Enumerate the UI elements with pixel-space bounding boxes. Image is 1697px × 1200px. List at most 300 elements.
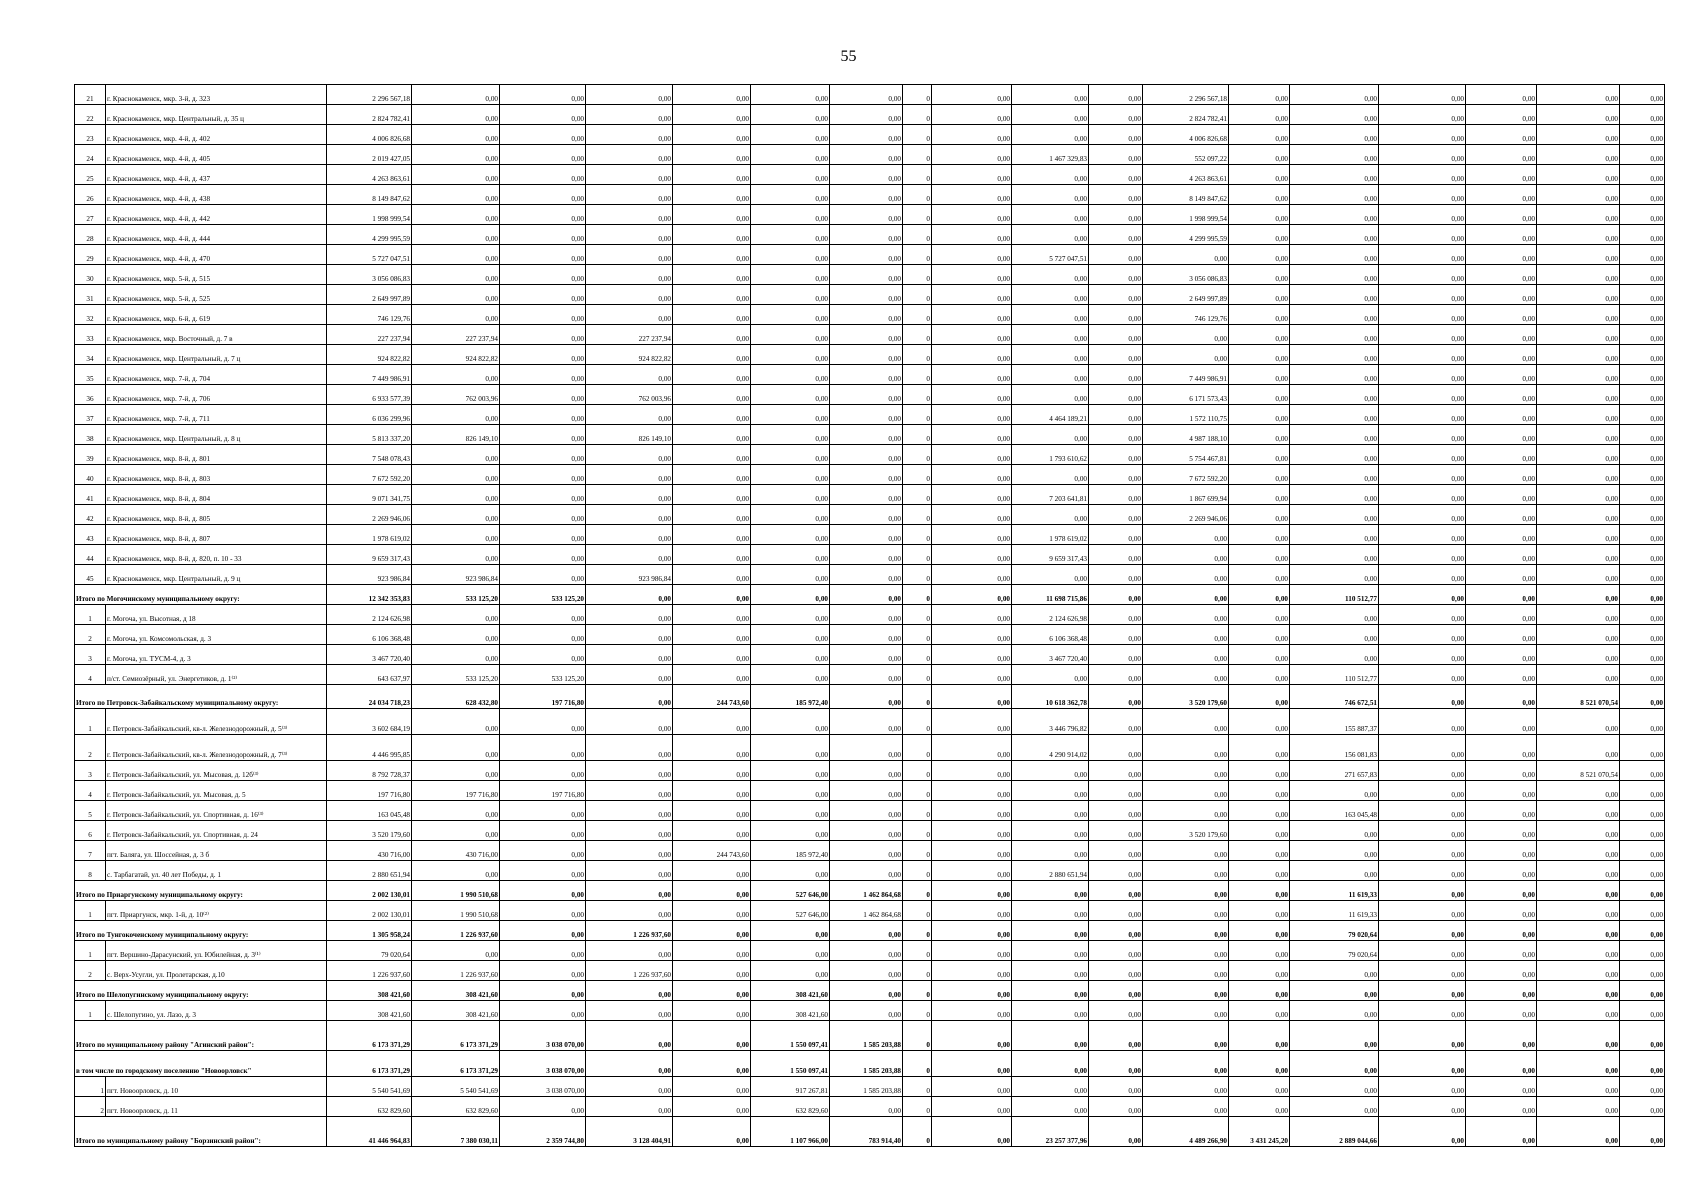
value-cell: 0,00 [932, 425, 1012, 445]
value-cell: 0,00 [1229, 545, 1290, 565]
table-row [75, 165, 1665, 185]
value-cell: 0,00 [1229, 861, 1290, 881]
value-cell: 0,00 [1012, 901, 1089, 921]
value-cell: 0,00 [586, 265, 673, 285]
value-cell: 1 867 699,94 [1143, 485, 1229, 505]
value-cell: 0,00 [1537, 921, 1620, 941]
row-number: 5 [75, 801, 106, 821]
value-cell: 917 267,81 [751, 1077, 830, 1097]
row-number: 25 [75, 165, 106, 185]
value-cell: 0,00 [500, 941, 586, 961]
value-cell: 0,00 [1537, 941, 1620, 961]
value-cell: 0,00 [1537, 585, 1620, 605]
value-cell: 6 106 368,48 [1012, 625, 1089, 645]
value-cell: 0,00 [1012, 881, 1089, 901]
value-cell: 1 990 510,68 [412, 901, 500, 921]
value-cell: 0,00 [751, 85, 830, 105]
value-cell: 8 149 847,62 [327, 185, 412, 205]
value-cell: 24 034 718,23 [327, 685, 412, 709]
value-cell: 0 [903, 165, 932, 185]
page-number: 55 [840, 48, 857, 65]
value-cell: 0,00 [830, 145, 903, 165]
value-cell: 0,00 [1620, 85, 1665, 105]
value-cell: 0,00 [1089, 645, 1143, 665]
address-cell: г. Краснокаменск, мкр. 4-й, д. 438 [106, 185, 327, 205]
value-cell: 0,00 [500, 105, 586, 125]
value-cell: 0,00 [1466, 1077, 1537, 1097]
address-cell: с. Верх-Усугли, ул. Пролетарская, д.10 [106, 961, 327, 981]
value-cell: 0,00 [1379, 781, 1466, 801]
table-row [75, 801, 1665, 821]
value-cell: 0,00 [1466, 665, 1537, 685]
value-cell: 0,00 [1290, 405, 1379, 425]
value-cell: 0,00 [932, 385, 1012, 405]
value-cell: 0,00 [1089, 305, 1143, 325]
value-cell: 1 793 610,62 [1012, 445, 1089, 465]
value-cell: 0,00 [1537, 1001, 1620, 1021]
value-cell: 0,00 [830, 709, 903, 735]
value-cell: 0,00 [1379, 605, 1466, 625]
value-cell: 0,00 [1466, 105, 1537, 125]
value-cell: 923 986,84 [327, 565, 412, 585]
value-cell: 0,00 [1466, 385, 1537, 405]
value-cell: 0,00 [1537, 265, 1620, 285]
table-row [75, 861, 1665, 881]
value-cell: 0,00 [932, 625, 1012, 645]
value-cell: 4 987 188,10 [1143, 425, 1229, 445]
value-cell: 0,00 [412, 801, 500, 821]
value-cell: 0,00 [1089, 225, 1143, 245]
value-cell: 0 [903, 861, 932, 881]
value-cell: 0,00 [673, 165, 751, 185]
value-cell: 0,00 [673, 205, 751, 225]
row-number: 7 [75, 841, 106, 861]
value-cell: 0,00 [673, 585, 751, 605]
value-cell: 0,00 [1012, 801, 1089, 821]
value-cell: 0,00 [1089, 901, 1143, 921]
value-cell: 632 829,60 [751, 1097, 830, 1117]
value-cell: 163 045,48 [327, 801, 412, 821]
address-cell: г. Краснокаменск, мкр. 3-й, д. 323 [106, 85, 327, 105]
value-cell: 0,00 [1379, 961, 1466, 981]
value-cell: 0,00 [751, 801, 830, 821]
value-cell: 7 203 641,81 [1012, 485, 1089, 505]
table-row [75, 425, 1665, 445]
value-cell: 0 [903, 761, 932, 781]
value-cell: 924 822,82 [412, 345, 500, 365]
value-cell: 0,00 [673, 645, 751, 665]
total-label: Итого по муниципальному району "Борзинский район": [75, 1117, 327, 1147]
value-cell: 0,00 [1620, 225, 1665, 245]
value-cell: 0,00 [1379, 625, 1466, 645]
value-cell: 533 125,20 [412, 585, 500, 605]
value-cell: 0,00 [1379, 205, 1466, 225]
value-cell: 0,00 [1620, 585, 1665, 605]
value-cell: 0 [903, 205, 932, 225]
value-cell: 0,00 [586, 145, 673, 165]
address-cell: г. Краснокаменск, мкр. 8-й, д. 804 [106, 485, 327, 505]
value-cell: 0,00 [830, 485, 903, 505]
value-cell: 271 657,83 [1290, 761, 1379, 781]
value-cell: 0,00 [1379, 85, 1466, 105]
value-cell: 0,00 [932, 365, 1012, 385]
value-cell: 0,00 [1379, 105, 1466, 125]
address-cell: г. Петровск-Забайкальский, ул. Спортивная, д. 24 [106, 821, 327, 841]
value-cell: 0,00 [830, 961, 903, 981]
value-cell: 3 520 179,60 [1143, 821, 1229, 841]
value-cell: 0,00 [1379, 901, 1466, 921]
value-cell: 0,00 [586, 525, 673, 545]
value-cell: 0,00 [932, 205, 1012, 225]
value-cell: 9 659 317,43 [1012, 545, 1089, 565]
value-cell: 0,00 [1379, 465, 1466, 485]
value-cell: 0 [903, 841, 932, 861]
value-cell: 0,00 [830, 505, 903, 525]
value-cell: 0,00 [586, 821, 673, 841]
value-cell: 0,00 [1229, 445, 1290, 465]
value-cell: 0,00 [412, 105, 500, 125]
value-cell: 0,00 [1537, 565, 1620, 585]
value-cell: 0,00 [1620, 961, 1665, 981]
value-cell: 2 824 782,41 [327, 105, 412, 125]
row-number: 3 [75, 645, 106, 665]
value-cell: 0,00 [1143, 1097, 1229, 1117]
value-cell: 0,00 [673, 265, 751, 285]
value-cell: 0,00 [1379, 921, 1466, 941]
table-row [75, 185, 1665, 205]
value-cell: 0,00 [673, 1001, 751, 1021]
value-cell: 0,00 [1620, 265, 1665, 285]
value-cell: 527 646,00 [751, 901, 830, 921]
value-cell: 0,00 [932, 735, 1012, 761]
value-cell: 0,00 [1089, 625, 1143, 645]
value-cell: 0,00 [1466, 405, 1537, 425]
value-cell: 2 296 567,18 [327, 85, 412, 105]
value-cell: 0,00 [830, 921, 903, 941]
value-cell: 0 [903, 465, 932, 485]
value-cell: 163 045,48 [1290, 801, 1379, 821]
value-cell: 0,00 [1290, 981, 1379, 1001]
value-cell: 7 380 030,11 [412, 1117, 500, 1147]
value-cell: 0,00 [1229, 665, 1290, 685]
row-number: 1 [75, 605, 106, 625]
value-cell: 0 [903, 645, 932, 665]
value-cell: 79 020,64 [327, 941, 412, 961]
value-cell: 8 521 070,54 [1537, 761, 1620, 781]
value-cell: 0,00 [1466, 645, 1537, 665]
value-cell: 0,00 [1290, 1051, 1379, 1077]
value-cell: 0,00 [500, 625, 586, 645]
value-cell: 0,00 [586, 105, 673, 125]
value-cell: 0,00 [932, 565, 1012, 585]
value-cell: 0,00 [751, 941, 830, 961]
address-cell: г. Краснокаменск, мкр. Восточный, д. 7 в [106, 325, 327, 345]
table-row [75, 225, 1665, 245]
value-cell: 0,00 [1379, 525, 1466, 545]
row-number: 6 [75, 821, 106, 841]
value-cell: 0,00 [1012, 1097, 1089, 1117]
value-cell: 6 933 577,39 [327, 385, 412, 405]
value-cell: 0,00 [412, 485, 500, 505]
value-cell: 0,00 [1229, 205, 1290, 225]
value-cell: 0,00 [932, 821, 1012, 841]
row-number: 8 [75, 861, 106, 881]
value-cell: 0,00 [1537, 185, 1620, 205]
value-cell: 0,00 [673, 665, 751, 685]
value-cell: 0,00 [1143, 981, 1229, 1001]
value-cell: 0 [903, 921, 932, 941]
value-cell: 0,00 [1290, 445, 1379, 465]
value-cell: 7 672 592,20 [327, 465, 412, 485]
value-cell: 0,00 [1466, 325, 1537, 345]
value-cell: 0,00 [1537, 285, 1620, 305]
value-cell: 0,00 [1089, 801, 1143, 821]
value-cell: 0,00 [1466, 961, 1537, 981]
value-cell: 0 [903, 585, 932, 605]
address-cell: с. Шелопугино, ул. Лазо, д. 3 [106, 1001, 327, 1021]
value-cell: 0,00 [586, 901, 673, 921]
value-cell: 0,00 [1143, 735, 1229, 761]
value-cell: 197 716,80 [500, 781, 586, 801]
value-cell: 746 129,76 [1143, 305, 1229, 325]
value-cell: 0,00 [1143, 625, 1229, 645]
value-cell: 0,00 [1379, 1117, 1466, 1147]
value-cell: 0,00 [1466, 85, 1537, 105]
table-row [75, 961, 1665, 981]
value-cell: 0,00 [586, 685, 673, 709]
value-cell: 0,00 [1089, 605, 1143, 625]
value-cell: 1 305 958,24 [327, 921, 412, 941]
value-cell: 2 649 997,89 [327, 285, 412, 305]
value-cell: 0,00 [751, 565, 830, 585]
value-cell: 0,00 [586, 365, 673, 385]
value-cell: 185 972,40 [751, 841, 830, 861]
value-cell: 0,00 [1537, 1097, 1620, 1117]
value-cell: 0,00 [751, 245, 830, 265]
value-cell: 0,00 [1143, 1077, 1229, 1097]
value-cell: 0,00 [1466, 125, 1537, 145]
value-cell: 0,00 [673, 1117, 751, 1147]
value-cell: 0,00 [1229, 425, 1290, 445]
value-cell: 308 421,60 [412, 1001, 500, 1021]
value-cell: 185 972,40 [751, 685, 830, 709]
value-cell: 0,00 [1537, 165, 1620, 185]
value-cell: 0,00 [1290, 365, 1379, 385]
value-cell: 9 659 317,43 [327, 545, 412, 565]
value-cell: 0,00 [673, 821, 751, 841]
value-cell: 0,00 [673, 761, 751, 781]
value-cell: 0,00 [1229, 465, 1290, 485]
value-cell: 0,00 [586, 1021, 673, 1051]
value-cell: 0,00 [1379, 761, 1466, 781]
value-cell: 0,00 [830, 645, 903, 665]
value-cell: 0,00 [1089, 781, 1143, 801]
value-cell: 0,00 [1466, 941, 1537, 961]
value-cell: 0,00 [1143, 901, 1229, 921]
value-cell: 0,00 [751, 625, 830, 645]
value-cell: 0,00 [1229, 85, 1290, 105]
value-cell: 3 038 070,00 [500, 1077, 586, 1097]
value-cell: 1 226 937,60 [412, 961, 500, 981]
value-cell: 110 512,77 [1290, 585, 1379, 605]
value-cell: 0,00 [1290, 125, 1379, 145]
value-cell: 0,00 [1229, 365, 1290, 385]
value-cell: 0,00 [1620, 385, 1665, 405]
value-cell: 0,00 [1537, 881, 1620, 901]
address-cell: г. Краснокаменск, мкр. 4-й, д. 470 [106, 245, 327, 265]
row-number: 35 [75, 365, 106, 385]
value-cell: 6 036 299,96 [327, 405, 412, 425]
value-cell: 0,00 [1012, 1021, 1089, 1051]
value-cell: 0,00 [932, 105, 1012, 125]
value-cell: 0,00 [932, 921, 1012, 941]
value-cell: 0,00 [1229, 1051, 1290, 1077]
table-row [75, 505, 1665, 525]
value-cell: 1 226 937,60 [586, 961, 673, 981]
value-cell: 0,00 [1290, 1021, 1379, 1051]
value-cell: 923 986,84 [586, 565, 673, 585]
value-cell: 0,00 [1089, 405, 1143, 425]
value-cell: 0,00 [1290, 821, 1379, 841]
value-cell: 0,00 [1229, 735, 1290, 761]
value-cell: 0,00 [1466, 1021, 1537, 1051]
value-cell: 632 829,60 [412, 1097, 500, 1117]
value-cell: 0,00 [673, 385, 751, 405]
value-cell: 0,00 [1012, 205, 1089, 225]
value-cell: 0,00 [830, 565, 903, 585]
value-cell: 0,00 [500, 505, 586, 525]
value-cell: 5 540 541,69 [412, 1077, 500, 1097]
value-cell: 0,00 [1290, 425, 1379, 445]
value-cell: 0,00 [500, 425, 586, 445]
value-cell: 0,00 [1089, 385, 1143, 405]
value-cell: 0,00 [586, 665, 673, 685]
value-cell: 0 [903, 941, 932, 961]
value-cell: 0,00 [1143, 781, 1229, 801]
value-cell: 0,00 [1012, 981, 1089, 1001]
address-cell: пгт. Новоорловск, д. 10 [106, 1077, 327, 1097]
value-cell: 0,00 [1466, 901, 1537, 921]
value-cell: 0,00 [1620, 545, 1665, 565]
value-cell: 0,00 [1290, 1077, 1379, 1097]
value-cell: 0,00 [1379, 385, 1466, 405]
value-cell: 0,00 [1466, 1117, 1537, 1147]
address-cell: г. Краснокаменск, мкр. Центральный, д. 9 ц [106, 565, 327, 585]
value-cell: 0,00 [500, 305, 586, 325]
value-cell: 923 986,84 [412, 565, 500, 585]
table-row [75, 821, 1665, 841]
value-cell: 0 [903, 245, 932, 265]
value-cell: 0,00 [1143, 761, 1229, 781]
value-cell: 308 421,60 [327, 1001, 412, 1021]
value-cell: 0,00 [1466, 365, 1537, 385]
value-cell: 0,00 [932, 981, 1012, 1001]
value-cell: 0,00 [1229, 125, 1290, 145]
value-cell: 0,00 [1290, 781, 1379, 801]
value-cell: 0,00 [830, 305, 903, 325]
value-cell: 0,00 [673, 405, 751, 425]
value-cell: 0,00 [830, 525, 903, 545]
value-cell: 0,00 [751, 225, 830, 245]
total-label: Итого по Петровск-Забайкальскому муниципальному округу: [75, 685, 327, 709]
address-cell: г. Краснокаменск, мкр. 8-й, д. 801 [106, 445, 327, 465]
value-cell: 0,00 [1620, 921, 1665, 941]
value-cell: 1 550 097,41 [751, 1021, 830, 1051]
total-row [75, 921, 1665, 941]
value-cell: 0,00 [1012, 565, 1089, 585]
total-row [75, 1021, 1665, 1051]
value-cell: 527 646,00 [751, 881, 830, 901]
value-cell: 0,00 [586, 165, 673, 185]
value-cell: 0,00 [1537, 861, 1620, 881]
value-cell: 11 698 715,86 [1012, 585, 1089, 605]
value-cell: 0,00 [1229, 709, 1290, 735]
value-cell: 0,00 [932, 1077, 1012, 1097]
value-cell: 0,00 [830, 801, 903, 821]
value-cell: 0,00 [673, 465, 751, 485]
value-cell: 0,00 [1012, 665, 1089, 685]
value-cell: 0,00 [1620, 605, 1665, 625]
value-cell: 0,00 [1620, 445, 1665, 465]
value-cell: 0,00 [830, 285, 903, 305]
value-cell: 227 237,94 [412, 325, 500, 345]
value-cell: 0,00 [1466, 505, 1537, 525]
value-cell: 0 [903, 185, 932, 205]
value-cell: 0 [903, 365, 932, 385]
value-cell: 0,00 [1466, 245, 1537, 265]
value-cell: 0,00 [500, 145, 586, 165]
value-cell: 1 226 937,60 [586, 921, 673, 941]
value-cell: 0,00 [830, 265, 903, 285]
value-cell: 0,00 [1466, 265, 1537, 285]
value-cell: 0,00 [673, 1097, 751, 1117]
address-cell: пгт. Новоорловск, д. 11 [106, 1097, 327, 1117]
value-cell: 0,00 [1229, 981, 1290, 1001]
value-cell: 0,00 [673, 365, 751, 385]
value-cell: 0,00 [673, 881, 751, 901]
row-number: 27 [75, 205, 106, 225]
value-cell: 2 002 130,01 [327, 881, 412, 901]
row-number: 44 [75, 545, 106, 565]
value-cell: 0,00 [500, 545, 586, 565]
value-cell: 0,00 [1379, 505, 1466, 525]
value-cell: 0,00 [412, 735, 500, 761]
value-cell: 0 [903, 981, 932, 1001]
value-cell: 0,00 [1620, 125, 1665, 145]
total-label: Итого по Могочинскому муниципальному округу: [75, 585, 327, 605]
value-cell: 0,00 [412, 445, 500, 465]
value-cell: 0,00 [586, 1097, 673, 1117]
value-cell: 0,00 [586, 585, 673, 605]
row-number: 32 [75, 305, 106, 325]
value-cell: 6 173 371,29 [327, 1021, 412, 1051]
value-cell: 0,00 [412, 145, 500, 165]
value-cell: 0,00 [830, 465, 903, 485]
value-cell: 0,00 [1290, 565, 1379, 585]
value-cell: 0,00 [500, 445, 586, 465]
value-cell: 0,00 [1537, 305, 1620, 325]
value-cell: 0,00 [932, 1097, 1012, 1117]
value-cell: 0,00 [500, 165, 586, 185]
value-cell: 0,00 [830, 125, 903, 145]
value-cell: 2 824 782,41 [1143, 105, 1229, 125]
value-cell: 0,00 [1620, 761, 1665, 781]
value-cell: 0,00 [1229, 605, 1290, 625]
value-cell: 79 020,64 [1290, 921, 1379, 941]
total-row [75, 881, 1665, 901]
value-cell: 1 226 937,60 [412, 921, 500, 941]
value-cell: 0,00 [830, 425, 903, 445]
